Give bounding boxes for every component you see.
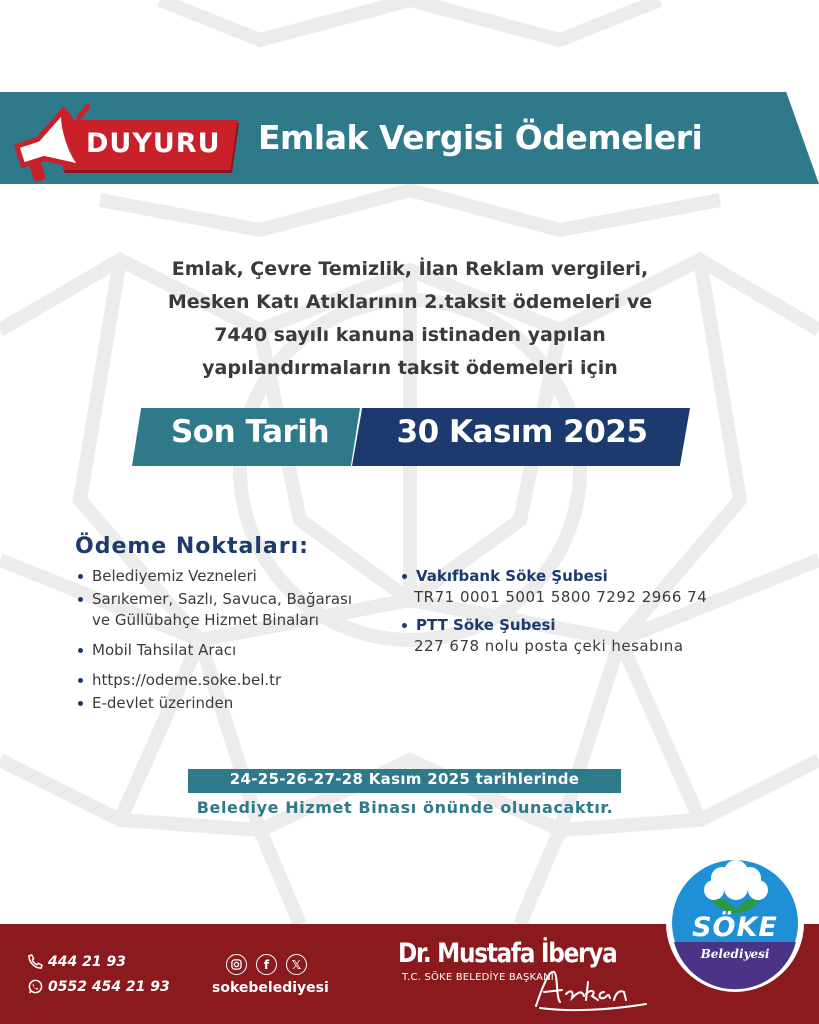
payment-points-list — [76, 566, 352, 716]
deadline-date: 30 Kasım 2025 — [396, 414, 648, 450]
intro-text — [150, 253, 670, 385]
deadline-label: Son Tarih — [170, 414, 330, 450]
announcement-badge-label: DUYURU — [86, 128, 221, 159]
logo-name: SÖKE — [692, 912, 778, 943]
list-item: Mobil Tahsilat Aracı — [76, 640, 352, 661]
payment-points-title: Ödeme Noktaları: — [75, 534, 309, 559]
list-item — [400, 566, 707, 587]
dates-note: 24-25-26-27-28 Kasım 2025 tarihlerinde — [229, 770, 580, 788]
intro-line: 7440 sayılı kanuna istinaden yapılan — [214, 324, 606, 346]
social-icons — [226, 954, 307, 975]
mayor-signature — [530, 962, 650, 1014]
payment-link[interactable]: https://odeme.soke.bel.tr — [76, 670, 352, 691]
whatsapp-contact — [28, 979, 170, 995]
intro-line: Emlak, Çevre Temizlik, İlan Reklam vergileri, — [171, 258, 649, 280]
mayor-title: T.C. SÖKE BELEDİYE BAŞKANI — [402, 972, 554, 983]
phone-number: 444 21 93 — [48, 954, 126, 970]
logo-subtitle: Belediyesi — [700, 947, 770, 961]
bank-name: Vakıfbank Söke Şubesi — [416, 567, 608, 585]
page-title: Emlak Vergisi Ödemeleri — [258, 118, 703, 157]
whatsapp-number: 0552 454 21 93 — [48, 979, 170, 995]
phone-icon — [28, 954, 43, 969]
post-account: 227 678 nolu posta çeki hesabına — [414, 637, 684, 655]
whatsapp-icon — [28, 979, 43, 994]
bank-iban: TR71 0001 5001 5800 7292 2966 74 — [414, 588, 708, 606]
list-item-line: ve Güllübahçe Hizmet Binaları — [92, 611, 319, 629]
bank-name: PTT Söke Şubesi — [416, 616, 556, 634]
list-item: E-devlet üzerinden — [76, 693, 352, 714]
intro-line: Mesken Katı Atıklarının 2.taksit ödemeleri ve — [167, 291, 653, 313]
facebook-icon[interactable]: f — [256, 954, 277, 975]
list-item — [400, 615, 707, 636]
list-item: Belediyemiz Vezneleri — [76, 566, 352, 587]
mayor-name: Dr. Mustafa İberya — [398, 938, 617, 969]
x-icon[interactable]: 𝕏 — [286, 954, 307, 975]
social-handle: sokebelediyesi — [212, 980, 329, 996]
instagram-icon[interactable] — [226, 954, 247, 975]
list-item — [76, 589, 352, 631]
list-item-line: Sarıkemer, Sazlı, Savuca, Bağarası — [92, 590, 353, 608]
phone-contact — [28, 954, 126, 970]
intro-line: yapılandırmaların taksit ödemeleri için — [202, 357, 618, 379]
location-note: Belediye Hizmet Binası önünde olunacaktır. — [196, 798, 614, 817]
bank-accounts-list — [400, 566, 707, 657]
